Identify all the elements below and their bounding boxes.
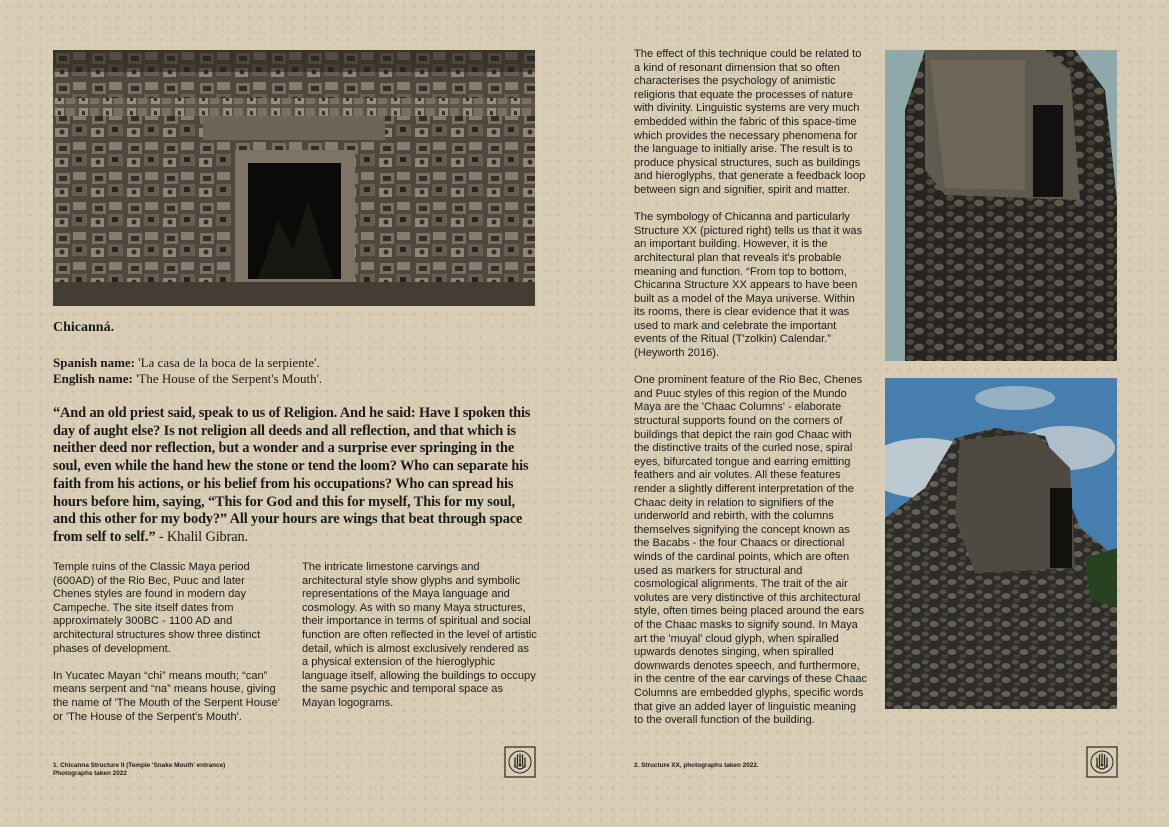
right-caption: 2. Structure XX, photographs taken 2022.	[634, 762, 759, 769]
caption-line: 1. Chicanna Structure II (Temple 'Snake Mouth' entrance)	[53, 762, 226, 769]
paragraph: In Yucatec Mayan “chi” means mouth; “can” means serpent and “na” means house, giving the name of 'The Mouth of the Serpent House' or 'The House of the Serpent's Mouth'.	[53, 669, 280, 723]
hamsa-hand-icon	[1086, 746, 1118, 778]
paragraph: Temple ruins of the Classic Maya period (600AD) of the Rio Bec, Puuc and later Chenes styles are found in modern day Campeche. The site itself dates from approximately 300BC - 1100 AD and architectural structures show three distinct phases of development.	[53, 561, 261, 655]
structure-xx-photo-bottom	[885, 378, 1117, 709]
caption-line: Photographs taken 2022	[53, 770, 127, 777]
right-column	[634, 48, 868, 741]
spanish-name-value: 'La casa de la boca de la serpiente'.	[135, 355, 320, 370]
quote-author: - Khalil Gibran.	[155, 528, 248, 545]
quote-text: “And an old priest said, speak to us of Religion. And he said: Have I spoken this day of aught else? Is not religion all deeds and all reflection, and that which is neither deed nor reflection, but a wonder and a surprise ever springing in the soul, even while the hand hew the stone or tend the loom? Who can separate his faith from his actions, or his belief from his occupations? Who can spread his hours before him, saying, “This for God and this for myself, This for my soul, and this other for my body?” All your hours are wings that beat through space from self to self.”	[53, 405, 531, 545]
spanish-name-label: Spanish name:	[53, 355, 135, 370]
temple-entrance-photo	[53, 50, 535, 306]
paragraph: The intricate limestone carvings and architectural style show glyphs and symbolic representations of the Maya language and cosmology. As with so many Maya structures, their importance in terms of spiritual and social function are often reflected in the level of artistic detail, which is almost exclusively rendered as a physical extension of the hieroglyphic language itself, allowing the buildings to occupy the same psychic and temporal space as Mayan logograms.	[302, 561, 537, 709]
paragraph: One prominent feature of the Rio Bec, Chenes and Puuc styles of this region of the Mundo Maya are the 'Chaac Columns' - elaborate structural supports found on the corners of buildings that depict the rain god Chaac with the distinctive traits of the curled nose, spiral eyes, bifurcated tongue and earring emitting feathers and air volutes. All these features render a slightly different interpretation of the Chaac deity in relation to signifiers of the underworld and rebirth, with the columns themselves signifying the concept known as the Bacabs - the four Chaacs or directional winds of the cardinal points, which are often used as markers for structural and cosmological alignments. The trait of the air volutes are very distinctive of this architectural style, often times being placed around the ears of the Chaac masks to signify sound. In Maya art the 'muyal' cloud glyph, when spiralled upwards denotes singing, when spiralled downwards denotes speech, and furthermore, in the centre of the ear carvings of these Chaac Columns are embedded glyphs, specific words that give an added layer of linguistic meaning to the overall function of the building.	[634, 374, 868, 727]
site-title: Chicanná.	[53, 320, 115, 335]
gibran-quote	[53, 405, 535, 547]
paragraph: The symbology of Chicanna and particularly Structure XX (pictured right) tells us that it was an important building. However, it is the architectural plan that reveals it's probable meaning and function. “From top to bottom, Chicanna Structure XX appears to have been built as a model of the Maya universe. Within its rooms, there is clear evidence that it was used to mark and celebrate the important events of the Ritual (T'zolkin) Calendar.” (Heyworth 2016).	[634, 211, 863, 360]
site-names	[53, 355, 322, 387]
left-caption	[53, 762, 225, 778]
paragraph: The effect of this technique could be related to a kind of resonant dimension that so often characterises the psychology of animistic religions that equate the processes of nature with divinity. Linguistic systems are very much embedded within the fabric of this space-time which provides the necessary phenomena for the language to initially arise. The result is to produce physical structures, such as buildings and hieroglyphs, that generate a feedback loop between sign and signifier, spirit and matter.	[634, 48, 866, 196]
left-column-1	[53, 561, 285, 738]
english-name-label: English name:	[53, 371, 133, 386]
english-name-value: 'The House of the Serpent's Mouth'.	[132, 371, 323, 386]
left-column-2	[302, 561, 538, 724]
structure-xx-photo-top	[885, 50, 1117, 361]
hamsa-hand-icon	[504, 746, 536, 778]
